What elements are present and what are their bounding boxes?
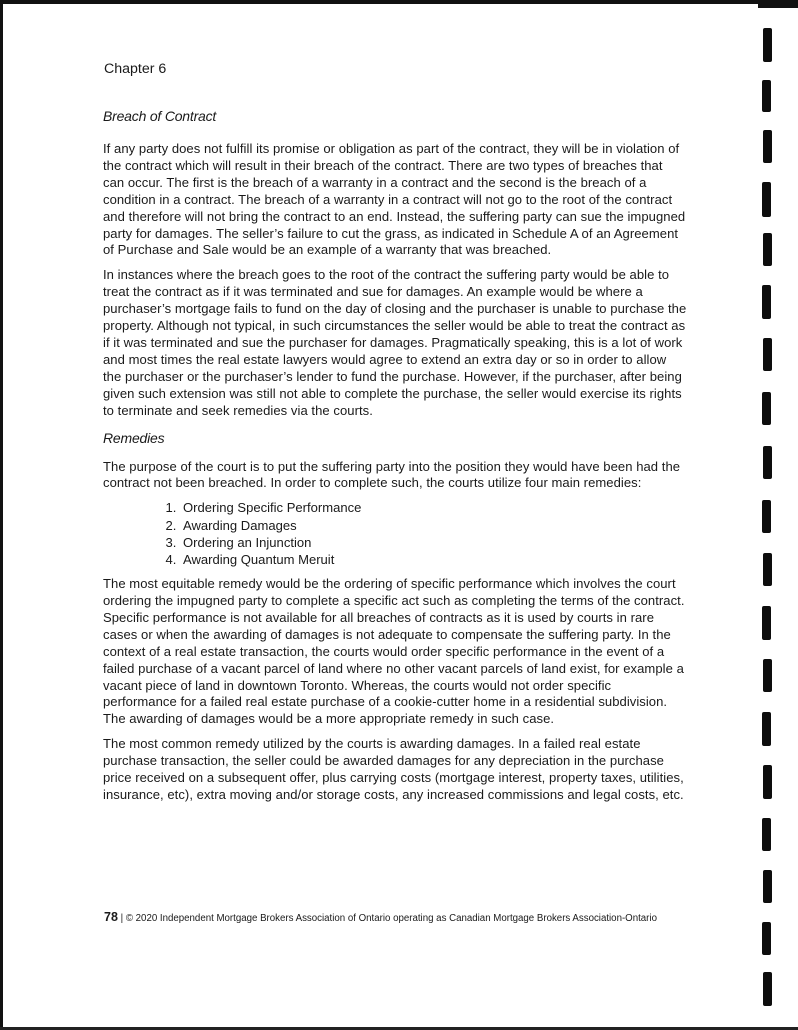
paragraph: The most equitable remedy would be the ordering of specific performance which involves the court ordering the impugned party to complete a specific act such as completing the terms of the contract. Specific performance is not available for all breaches of contracts as it is used by courts in rare cases or when the awarding of damages is not adequate to compensate the suffering party. In the context of a real estate transaction, the courts would order specific performance in the event of a failed purchase of a vacant parcel of land where no other vacant parcels of land exist, for example a vacant piece of land in downtown Toronto. Whereas, the courts would not order specific performance for a failed real estate purchase of a cookie-cutter home in a residential subdivision. The awarding of damages would be a more appropriate remedy in such case. [103,576,685,727]
paragraph: The purpose of the court is to put the suffering party into the position they would have been had the contract not been breached. In order to complete such, the courts utilize four main remedies: [103,458,681,491]
footer-separator: | [120,913,124,924]
paragraph: If any party does not fulfill its promise or obligation as part of the contract, they will be in violation of the contract which will result in their breach of the contract. There are two types of breaches that can occur. The first is the breach of a warranty in a contract and the second is the breach of a condition in a contract. The breach of a warranty in a contract will not go to the root of the contract and therefore will not bring the contract to an end. Instead, the suffering party can sue the impugned party for damages. The seller’s failure to cut the grass, as indicated in Schedule A of an Agreement of Purchase and Sale would be an example of a warranty that was breached. [103,141,686,258]
list-item: 4. Awarding Quantum Meruit [180,551,687,568]
binding-hole [763,233,772,266]
binding-hole [763,765,772,799]
binding-hole [762,80,771,112]
binding-hole [762,500,771,533]
list-item: 1. Ordering Specific Performance [180,499,687,516]
binding-hole [763,28,772,62]
binding-hole [762,922,771,955]
scan-border-left [0,0,3,1030]
binding-hole [763,870,772,903]
binding-hole [762,285,771,319]
binding-hole [762,392,771,425]
binding-hole [763,659,772,692]
binding-hole [763,553,772,586]
section-heading-breach: Breach of Contract [103,108,217,124]
footer-copyright: © 2020 Independent Mortgage Brokers Association of Ontario operating as Canadian Mortgage Brokers Association-Ontario [125,913,657,924]
binding-holes [758,0,778,1030]
chapter-label: Chapter 6 [104,61,167,77]
binding-hole [762,606,771,640]
list-item: 2. Awarding Damages [180,517,687,534]
scan-border-top [0,0,798,4]
binding-hole [762,712,771,746]
section-heading-remedies: Remedies [103,429,165,446]
paragraph: In instances where the breach goes to the root of the contract the suffering party would be able to treat the contract as if it was terminated and sue for damages. An example would be where a purchaser’s mortgage fails to fund on the day of closing and the purchaser is unable to purchase the property. Although not typical, in such circumstances the seller would be able to treat the contract as if it was terminated and sue the purchaser for damages. Pragmatically speaking, this is a lot of work and most times the real estate lawyers would agree to extend an extra day or so in order to allow the purchaser or the purchaser’s lender to fund the purchase. However, if the purchaser, after being given such extension was still not able to complete the purchase, the seller would exercise its rights to terminate and seek remedies via the courts. [103,267,687,418]
binding-hole [763,972,772,1006]
binding-hole [763,446,772,479]
remedies-list [103,499,687,568]
binding-hole [762,818,771,851]
page-number: 78 [104,910,118,924]
binding-hole [763,338,772,371]
binding-hole [762,182,771,217]
page-footer [104,910,657,924]
binding-hole [763,130,772,163]
list-item: 3. Ordering an Injunction [180,534,687,551]
page-body [103,106,687,812]
paragraph: The most common remedy utilized by the courts is awarding damages. In a failed real estate purchase transaction, the seller could be awarded damages for any depreciation in the purchase price received on a subsequent offer, plus carrying costs (mortgage interest, property taxes, utilities, insurance, etc), extra moving and/or storage costs, any increased commissions and legal costs, etc. [103,736,684,802]
